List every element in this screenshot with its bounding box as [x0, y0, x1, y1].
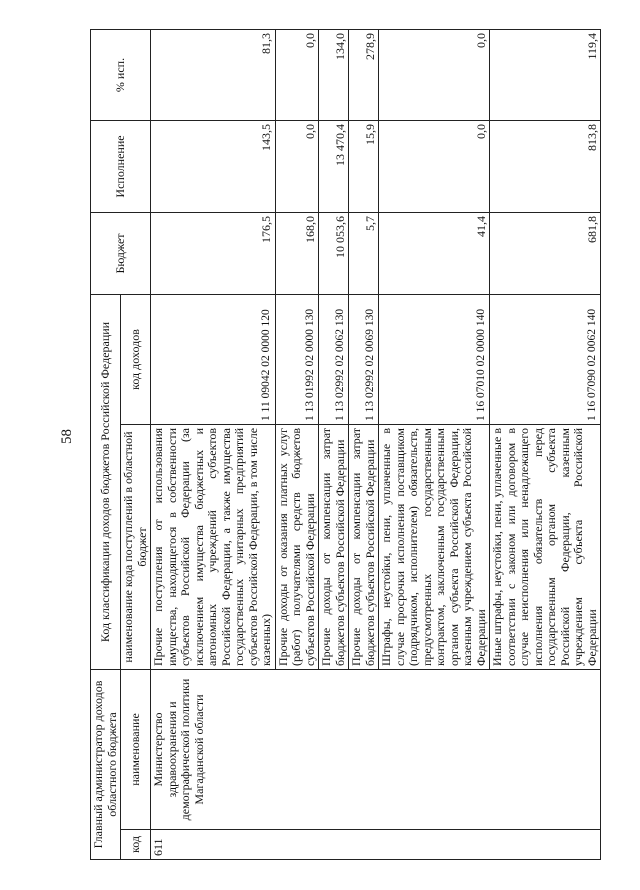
rotated-table-container: [90, 30, 599, 860]
income-description: Иные штрафы, неустойки, пени, уплаченные в соответствии с законом или договором в случае неисполнения или ненадлежащего исполнения обязательств перед государственным органом субъекта Российской Федерации, казенным учреждением субъекта Российской Федерации: [490, 424, 601, 669]
header-admin-group: Главный администратор доходов областного бюджета: [91, 669, 121, 859]
percent-value: 81,3: [151, 29, 276, 120]
admin-code-cell: 611: [151, 830, 601, 860]
budget-value: 681,8: [490, 212, 601, 294]
income-description: Прочие доходы от оказания платных услуг (работ) получателями средств бюджетов субъектов Российской Федерации: [275, 424, 319, 669]
header-row-1: [91, 29, 121, 859]
income-code: 1 13 02992 02 0069 130: [349, 294, 379, 424]
header-admin-name: наименование: [121, 669, 151, 829]
income-code: 1 16 07090 02 0062 140: [490, 294, 601, 424]
budget-value: 168,0: [275, 212, 319, 294]
income-code: 1 13 01992 02 0000 130: [275, 294, 319, 424]
header-income-code: код доходов: [121, 294, 151, 424]
percent-value: 119,4: [490, 29, 601, 120]
table-row: [151, 29, 276, 859]
income-description: Прочие доходы от компенсации затрат бюджетов субъектов Российской Федерации: [349, 424, 379, 669]
header-admin-code: код: [121, 830, 151, 860]
income-description: Штрафы, неустойки, пени, уплаченные в случае просрочки исполнения поставщиком (подрядчиком, исполнителем) обязательств, предусмотренных государственным контрактом, заключенным государственным органом субъекта Российской Федерации, казенным учреждением субъекта Российской Федерации: [379, 424, 490, 669]
budget-value: 41,4: [379, 212, 490, 294]
header-classification-group: Код классификации доходов бюджетов Российской Федерации: [91, 294, 121, 669]
admin-name-cell: Министерство здравоохранения и демографической политики Магаданской области: [151, 669, 601, 829]
execution-value: 813,8: [490, 120, 601, 212]
percent-value: 134,0: [319, 29, 349, 120]
execution-value: 13 470,4: [319, 120, 349, 212]
header-execution: Исполнение: [91, 120, 151, 212]
income-description: Прочие доходы от компенсации затрат бюджетов субъектов Российской Федерации: [319, 424, 349, 669]
header-income-name: наименование кода поступлений в областной бюджет: [121, 424, 151, 669]
income-table-rotated: [90, 30, 599, 860]
income-table: [90, 29, 601, 860]
execution-value: 15,9: [349, 120, 379, 212]
page-number: [60, 416, 74, 456]
page-number-text: 58: [58, 428, 75, 444]
income-code: 1 11 09042 02 0000 120: [151, 294, 276, 424]
percent-value: 0,0: [275, 29, 319, 120]
income-description: Прочие поступления от использования имущества, находящегося в собственности субъектов Российской Федерации (за исключением имущества бюджетных и автономных учреждений субъектов Российской Федерации, а также имущества государственных унитарных предприятий субъектов Российской Федерации, в том числе казенных): [151, 424, 276, 669]
execution-value: 0,0: [275, 120, 319, 212]
income-code: 1 16 07010 02 0000 140: [379, 294, 490, 424]
budget-value: 176,5: [151, 212, 276, 294]
percent-value: 278,9: [349, 29, 379, 120]
percent-value: 0,0: [379, 29, 490, 120]
header-percent: % исп.: [91, 29, 151, 120]
header-budget: Бюджет: [91, 212, 151, 294]
budget-value: 5,7: [349, 212, 379, 294]
execution-value: 143,5: [151, 120, 276, 212]
income-code: 1 13 02992 02 0062 130: [319, 294, 349, 424]
execution-value: 0,0: [379, 120, 490, 212]
budget-value: 10 053,6: [319, 212, 349, 294]
